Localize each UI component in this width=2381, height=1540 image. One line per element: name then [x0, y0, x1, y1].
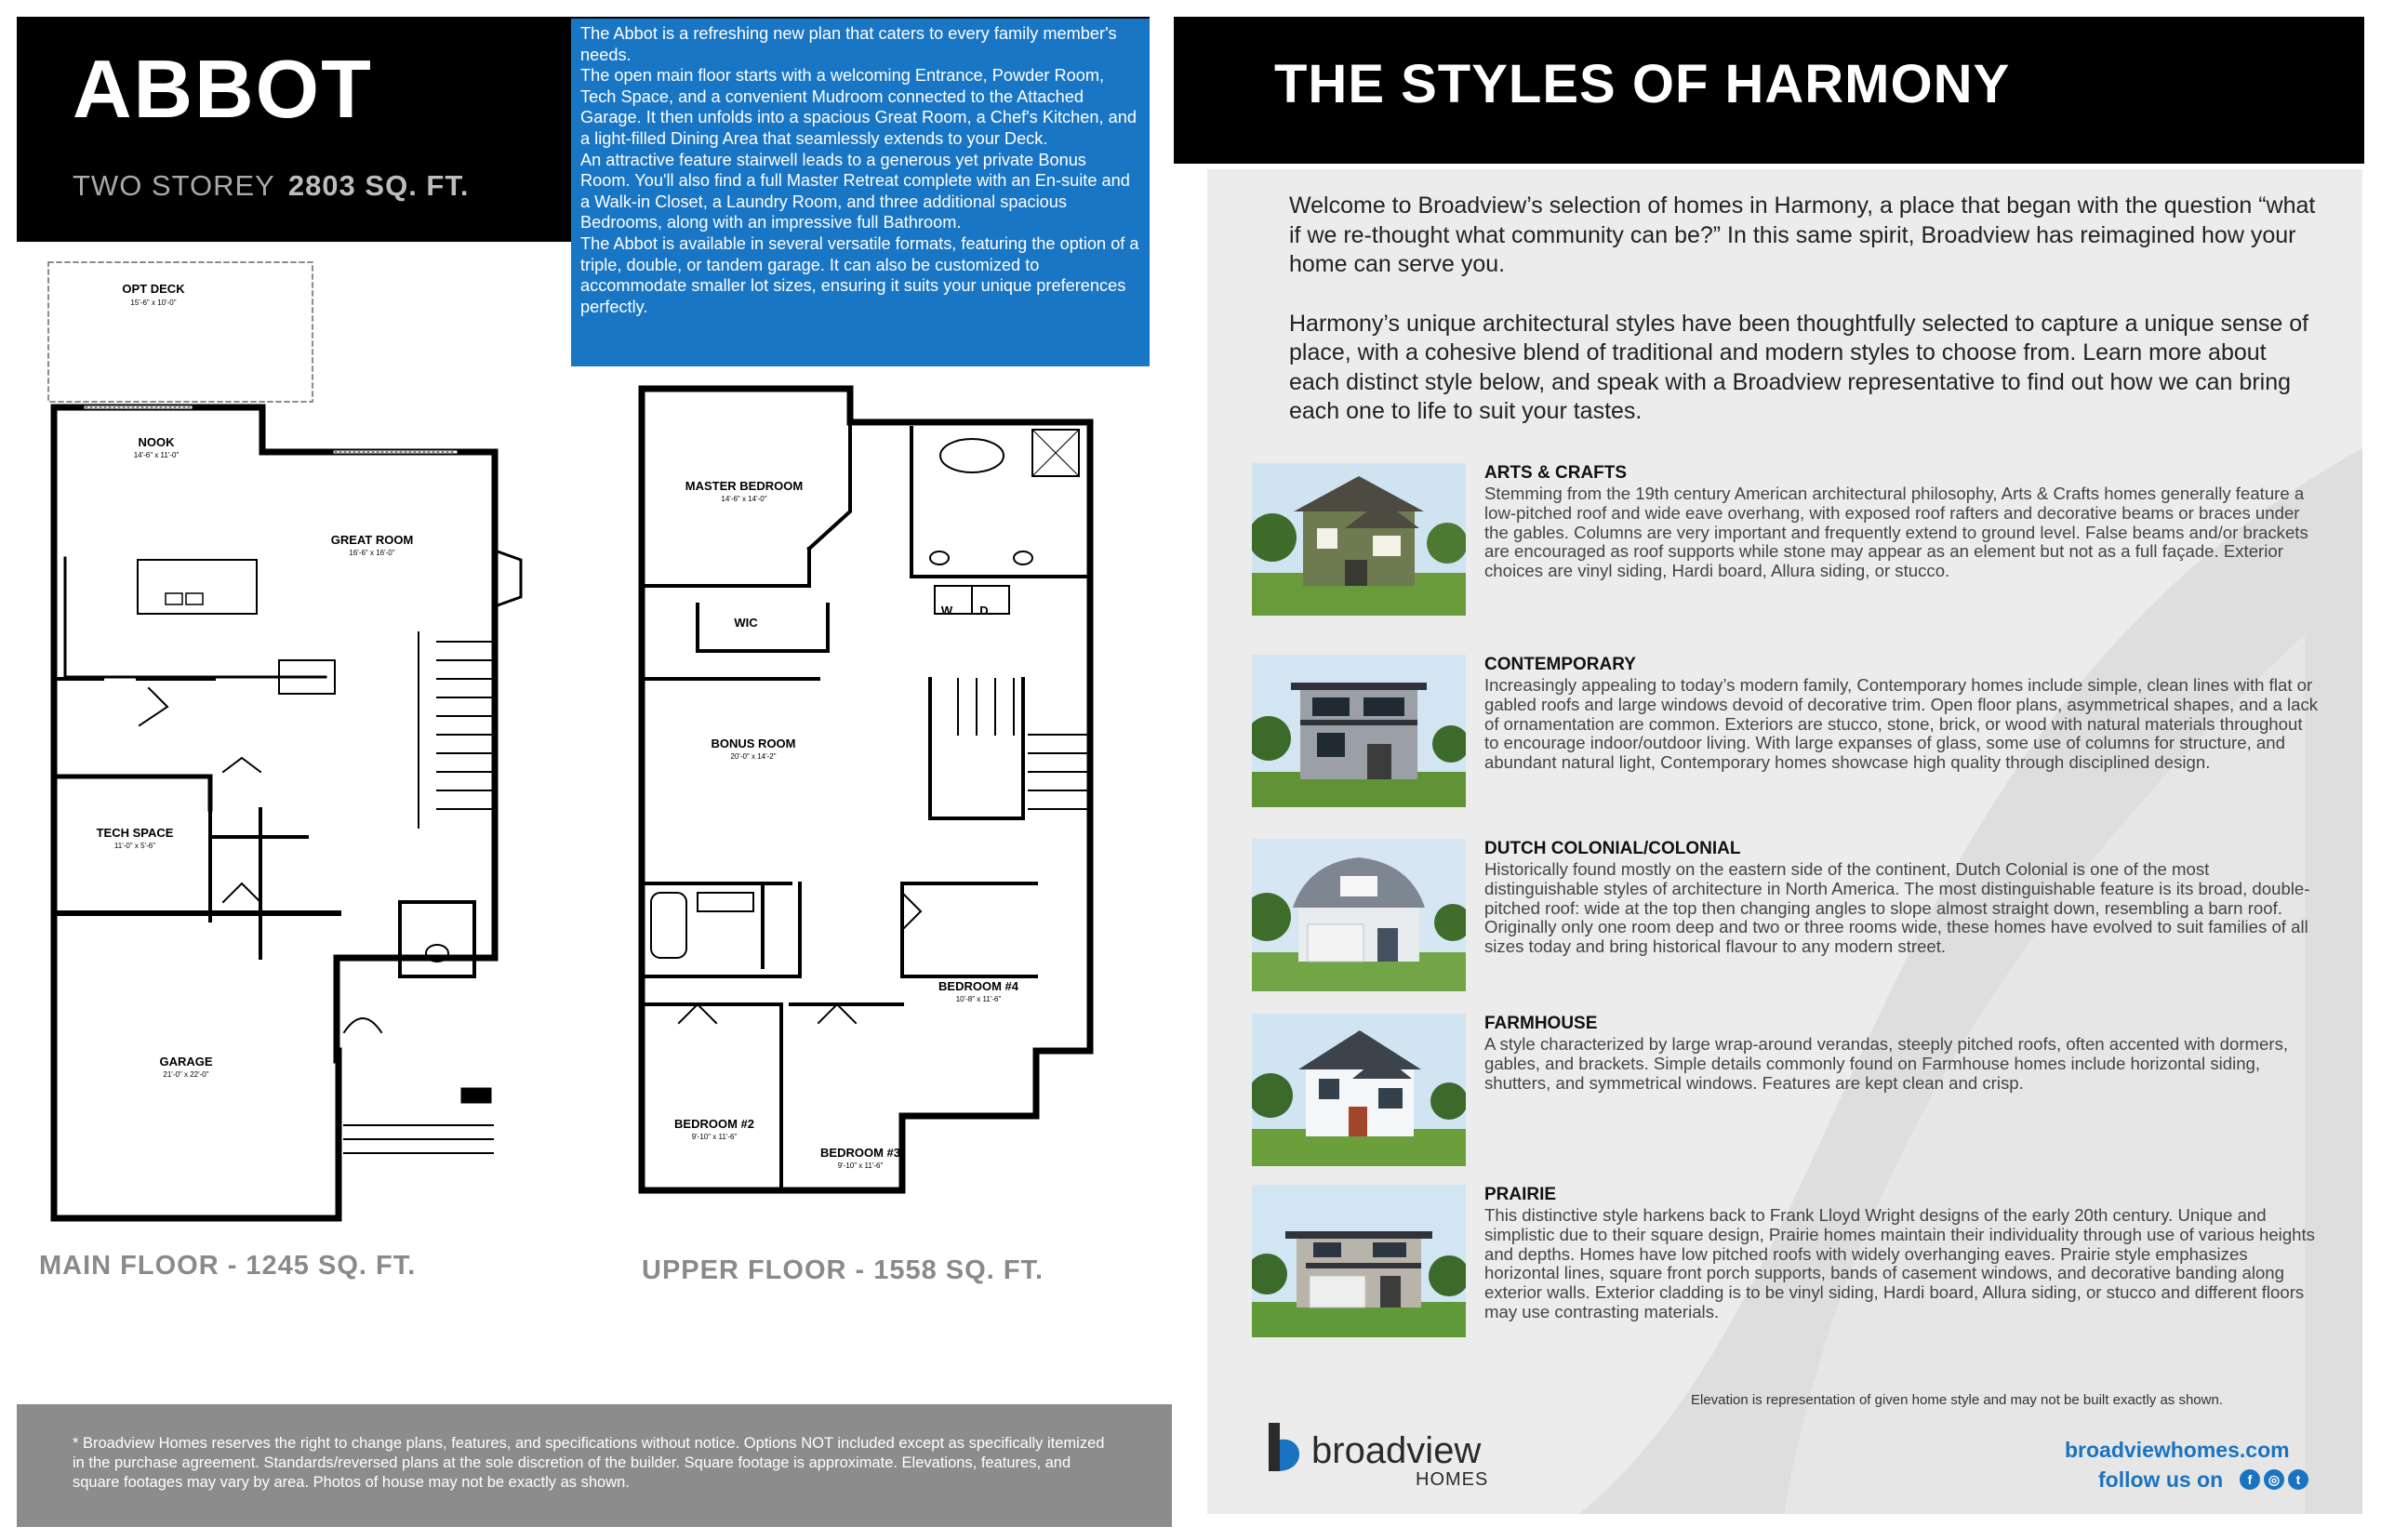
washer-label: W [940, 604, 953, 617]
house-photo-farmhouse [1252, 1014, 1466, 1166]
description-paragraph: An attractive feature stairwell leads to a generous yet private Bonus Room. You'll also find a full Master Retreat complete with an En-suite and a Walk-in Closet, a Laundry Room, and three additional spacious Bedrooms, along with an impressive full Bathroom. [580, 150, 1130, 232]
description-paragraph: The Abbot is a refreshing new plan that caters to every family member's needs. [580, 24, 1117, 64]
room-label: BONUS ROOM [711, 737, 796, 750]
room-label: BEDROOM #2 [674, 1117, 754, 1131]
style-title: CONTEMPORARY [1484, 655, 1636, 674]
plan-description [571, 19, 1150, 366]
plan-name: ABBOT [73, 43, 373, 135]
plan-subtitle [73, 169, 469, 203]
house-photo-contemporary [1252, 655, 1466, 807]
room-label: MASTER BEDROOM [685, 479, 804, 493]
facebook-icon[interactable]: f [2240, 1469, 2260, 1490]
description-paragraph: The Abbot is available in several versatile formats, featuring the option of a triple, double, or tandem garage. It can also be customized to accommodate smaller lot sizes, ensuring it suits your unique preferences perfectly. [580, 233, 1139, 316]
room-dims: 9'-10" x 11'-6" [691, 1133, 738, 1141]
plan-area: 2803 SQ. FT. [287, 169, 470, 202]
room-dims: 16'-6" x 16'-0" [349, 549, 395, 557]
intro-paragraph: Welcome to Broadview’s selection of homes in Harmony, a place that began with the question “what if we re-thought what community can be?” In this same spirit, Broadview has reimagined how your home can serve you. [1289, 192, 2316, 277]
dryer-label: D [979, 604, 989, 617]
brand-wordmark: broadview [1311, 1430, 1482, 1471]
description-paragraph: The open main floor starts with a welcoming Entrance, Powder Room, Tech Space, and a convenient Mudroom connected to the Attached Garage. It then unfolds into a spacious Great Room, a Chef's Kitchen, and a light-filled Dining Area that seamlessly extends to your Deck. [580, 66, 1137, 148]
style-description: Increasingly appealing to today’s modern family, Contemporary homes include simple, clean lines with flat or gabled roofs and large windows devoid of decorative trim. Open floor plans, asymmetrical shapes, and a lack of ornamentation are common. Exteriors are stucco, stone, brick, or wood with natural materials throughout to encourage indoor/outdoor living. With large expanses of glass, some use of columns for structure, and abundant natural light, Contemporary homes showcase high quality through disciplined design. [1484, 675, 2319, 773]
room-dims: 11'-0" x 5'-6" [113, 842, 156, 850]
room-label: OPT DECK [122, 282, 185, 296]
room-dims: 9'-10" x 11'-6" [837, 1162, 884, 1170]
elevation-note: Elevation is representation of given home style and may not be built exactly as shown. [1691, 1392, 2223, 1408]
room-label: GARAGE [159, 1055, 213, 1069]
plan-type: TWO STOREY [73, 169, 275, 202]
style-title: DUTCH COLONIAL/COLONIAL [1484, 839, 1741, 858]
style-description: This distinctive style harkens back to Frank Lloyd Wright designs of the early 20th century. Unique and simplistic due to their square design, Prairie homes maintain their individuality through use of various heights and depths. Homes have low pitched roofs with widely overhanging eaves. Prairie style emphasizes horizontal lines, square front porch supports, bands of casement windows, and decorative banding along exterior walls. Exterior cladding is to be vinyl siding, Hardi board, Allura siding, or stucco and different floors may use contrasting materials. [1484, 1205, 2315, 1321]
room-label: BEDROOM #4 [938, 979, 1018, 993]
style-description: A style characterized by large wrap-around verandas, steeply pitched roofs, often accented with dormers, gables, and brackets. Simple details commonly found on Farmhouse homes include horizontal siding, shutters, and symmetrical windows. Features are kept clean and crisp. [1484, 1034, 2289, 1093]
house-photo-arts-crafts [1252, 463, 1466, 616]
broadview-logo-icon [1263, 1419, 1310, 1475]
room-label: TECH SPACE [96, 826, 174, 840]
style-description: Stemming from the 19th century American architectural philosophy, Arts & Crafts homes generally feature a low-pitched roof and wide eave overhang, with exposed roof rafters and decorative beams or braces under the gables. Columns are very important and frequently extend to ground level. False beams and/or brackets are encouraged as roof supports while stone may appear as an element but not as a full façade. Exterior choices are vinyl siding, Hardi board, Allura siding, or stucco. [1484, 484, 2308, 581]
room-dims: 20'-0" x 14'-2" [730, 752, 777, 761]
style-title: FARMHOUSE [1484, 1014, 1598, 1033]
intro-paragraph: Harmony’s unique architectural styles have been thoughtfully selected to capture a unique sense of place, with a cohesive blend of traditional and modern styles to choose from. Learn more about each distinct style below, and speak with a Broadview representative to find out how we can bring each one to life to suit your tastes. [1289, 310, 2309, 424]
style-title: ARTS & CRAFTS [1484, 463, 1628, 483]
disclaimer: * Broadview Homes reserves the right to change plans, features, and specifications without notice. Options NOT included except as specifically itemized in the purchase agreement. Standards/reversed plans at the sole discretion of the builder. Square footage is approximate. Elevations, features, and square footages may vary by area. Photos of house may not be exactly as shown. [17, 1404, 1172, 1527]
room-dims: 15'-6" x 10'-0" [130, 299, 177, 307]
room-dims: 21'-0" x 22'-0" [163, 1070, 209, 1079]
style-description: Historically found mostly on the eastern side of the continent, Dutch Colonial is one of the most distinguishable styles of architecture in North America. The most distinguishable feature is its broad, double-pitched roof: wide at the top then changing angles to slope almost straight down, resembling a barn roof. Originally only one room deep and two or three rooms wide, these homes have evolved to suit families of all sizes today and bring historical flavour to any modern street. [1484, 859, 2310, 957]
room-label: NOOK [138, 435, 175, 449]
room-label: GREAT ROOM [330, 533, 414, 547]
room-dims: 14'-6" x 14'-0" [721, 495, 767, 503]
twitter-icon[interactable]: t [2288, 1469, 2308, 1490]
styles-title: THE STYLES OF HARMONY [1274, 54, 2011, 114]
room-label: WIC [734, 616, 758, 630]
room-dims: 10'-8" x 11'-6" [955, 995, 1002, 1003]
brand-subtitle: HOMES [1416, 1469, 1489, 1490]
house-photo-prairie [1252, 1185, 1466, 1337]
main-floor-caption: MAIN FLOOR - 1245 SQ. FT. [39, 1251, 417, 1281]
house-photo-dutch-colonial [1252, 839, 1466, 991]
style-title: PRAIRIE [1484, 1185, 1557, 1204]
styles-intro [1289, 192, 2321, 457]
upper-floor-plan [623, 372, 1107, 1237]
room-label: BEDROOM #3 [820, 1146, 900, 1160]
follow-us-label: follow us on [2098, 1467, 2224, 1492]
room-dims: 14'-6" x 11'-0" [133, 451, 180, 459]
instagram-icon[interactable]: ◎ [2264, 1469, 2284, 1490]
main-floor-plan [28, 251, 549, 1237]
upper-floor-caption: UPPER FLOOR - 1558 SQ. FT. [642, 1255, 1044, 1285]
website-link[interactable]: broadviewhomes.com [2065, 1438, 2290, 1462]
